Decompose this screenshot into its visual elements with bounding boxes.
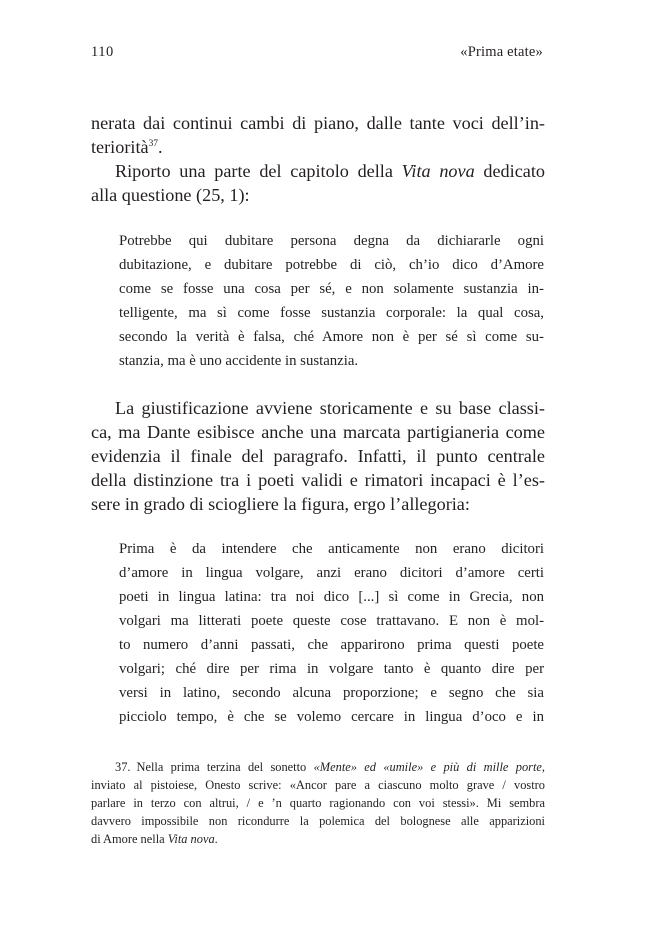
- running-title: «Prima etate»: [460, 44, 543, 60]
- footnote-line: di Amore nella Vita nova.: [91, 832, 218, 846]
- quote-line: dubitazione, e dubitare potrebbe di ciò, ch’io dico d’Amore: [119, 257, 544, 273]
- quote-line: to numero d’anni passati, che apparirono prima questi poete: [119, 637, 544, 653]
- quote-line: telligente, ma sì come fosse sustanzia corporale: la qual cosa,: [119, 305, 544, 321]
- body-line: teriorità$^{37}$.: [91, 137, 163, 157]
- page-number: 110: [91, 44, 114, 60]
- quote-line: Prima è da intendere che anticamente non erano dicitori: [119, 541, 544, 557]
- quote-line: Potrebbe qui dubitare persona degna da dichiararle ogni: [119, 233, 544, 249]
- footnote-line: davvero impossibile non ricondurre la polemica del bolognese alle apparizioni: [91, 814, 545, 828]
- quote-line: come se fosse una cosa per sé, e non solamente sustanzia in-: [119, 281, 544, 297]
- quote-line: volgari; ché dire per rima in volgare tanto è quanto dire per: [119, 661, 544, 677]
- body-line: nerata dai continui cambi di piano, dalle tante voci dell’in-: [91, 113, 545, 133]
- body-line: alla questione (25, 1):: [91, 185, 250, 205]
- footnote-line: 37. Nella prima terzina del sonetto «Mente» ed «umile» e più di mille porte,: [115, 760, 546, 774]
- quote-line: versi in latino, secondo alcuna proporzione; e segno che sia: [119, 685, 544, 701]
- quote-line: picciolo tempo, è che se volemo cercare in lingua d’oco e in: [119, 709, 544, 725]
- quote-line: secondo la verità è falsa, ché Amore non è per sé sì come su-: [119, 329, 544, 345]
- quote-line: d’amore in lingua volgare, anzi erano dicitori d’amore certi: [119, 565, 544, 581]
- footnote-line: inviato al pistoiese, Onesto scrive: «Ancor pare a ciascuno molto grave / vostro: [91, 778, 545, 792]
- body-line: sere in grado di sciogliere la figura, ergo l’allegoria:: [91, 494, 470, 514]
- footnote-ref: 37: [148, 138, 159, 149]
- body-line: della distinzione tra i poeti validi e rimatori incapaci è l’es-: [91, 470, 545, 490]
- body-line: evidenzia il finale del paragrafo. Infatti, il punto centrale: [91, 446, 545, 466]
- footnote-line: parlare in terzo con altrui, / e ’n quarto ragionando con voi stessi». Mi sembra: [91, 796, 545, 810]
- body-line: La giustificazione avviene storicamente e su base classi-: [115, 398, 545, 418]
- work-title: Vita nova: [401, 161, 475, 181]
- quote-line: poeti in lingua latina: tra noi dico [...] sì come in Grecia, non: [119, 589, 544, 605]
- body-line: Riporto una parte del capitolo della Vita nova dedicato: [115, 161, 545, 181]
- quote-line: volgari ma litterati poete queste cose trattavano. E non è mol-: [119, 613, 544, 629]
- body-line: ca, ma Dante esibisce anche una marcata partigianeria come: [91, 422, 545, 442]
- footnote-number: 37.: [115, 760, 131, 774]
- quote-line: stanzia, ma è uno accidente in sustanzia.: [119, 353, 359, 369]
